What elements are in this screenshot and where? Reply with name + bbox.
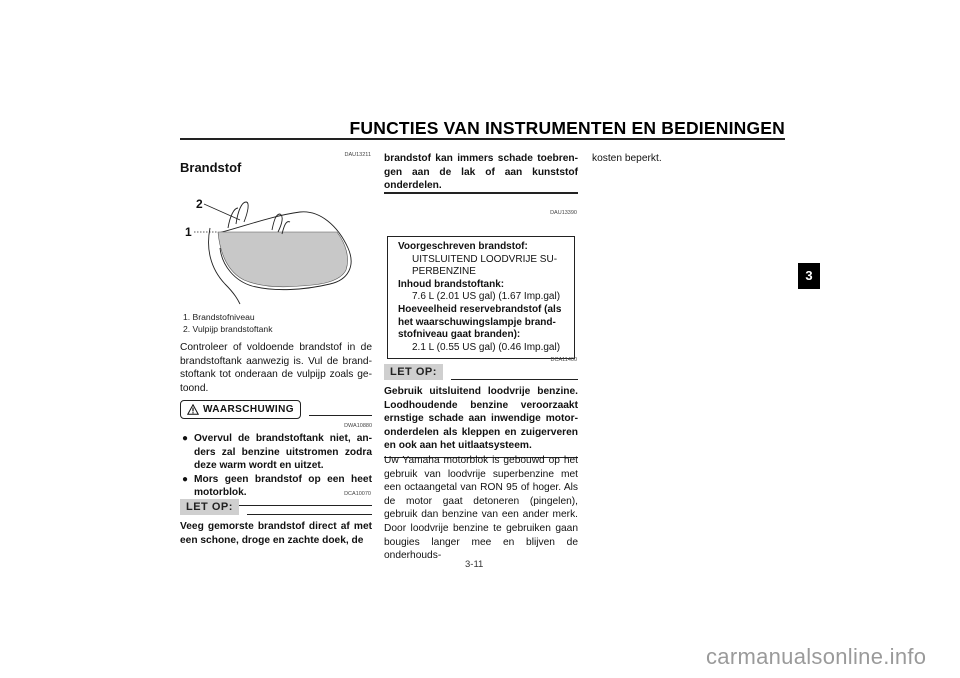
bullet-icon: ● bbox=[182, 473, 189, 485]
fuel-check-paragraph: Controleer of voldoende brandstof in de brandstoftank aanwezig is. Vul de brandstoftank tot onderaan de vulpijp zoals getoond. bbox=[180, 342, 372, 394]
warning-list bbox=[180, 432, 372, 500]
spec-label-fuel: Voorgeschreven brandstof: bbox=[398, 241, 528, 252]
warning-label: WAARSCHUWING bbox=[203, 404, 294, 415]
figure-captions bbox=[183, 311, 373, 335]
yamaha-fuel-paragraph: Uw Yamaha motorblok is gebouwd op het gebruik van loodvrije superbenzine met een octaangetal van RON 95 of hoger. Als de motor gaat detoneren (pingelen), gebruik dan benzine van een ander merk. Door loodvrije benzine te gebruiken gaan bougies langer mee en blijven de onderhouds- bbox=[384, 455, 578, 562]
chapter-tab[interactable]: 3 bbox=[798, 263, 820, 289]
callout-2: 2 bbox=[196, 197, 203, 211]
notice2-block bbox=[384, 364, 578, 458]
warning-item: ● Mors geen brandstof op een heet motorblok. bbox=[182, 473, 372, 499]
page-number: 3-11 bbox=[465, 559, 484, 570]
page-header-title: FUNCTIES VAN INSTRUMENTEN EN BEDIENINGEN bbox=[349, 118, 785, 138]
spec-value-fuel: UITSLUITEND LOODVRIJE SUPERBENZINE bbox=[412, 253, 558, 278]
fuel-tank-figure bbox=[180, 188, 370, 308]
notice-continued-rule bbox=[384, 192, 578, 194]
warning-label-box bbox=[180, 400, 301, 419]
header-rule bbox=[180, 138, 785, 140]
notice-rule bbox=[247, 514, 372, 516]
bullet-icon: ● bbox=[182, 433, 189, 444]
notice-continued-text: brandstof kan immers schade toebrengen aan de lak of aan kunststof onderdelen. bbox=[384, 153, 578, 192]
fuel-spec-box bbox=[387, 236, 575, 359]
watermark: carmanualsonline.info bbox=[706, 644, 927, 669]
continued-paragraph: kosten beperkt. bbox=[592, 153, 662, 164]
spec-label-capacity: Inhoud brandstoftank: bbox=[398, 278, 505, 290]
notice-label: LET OP: bbox=[180, 499, 239, 515]
warning-item: ● Overvul de brandstoftank niet, anders zal benzine uitstromen zodra deze warm wordt en uitzet. bbox=[182, 433, 372, 472]
warning-rule bbox=[309, 415, 372, 417]
spec-label-reserve: Hoeveelheid reservebrandstof (als het waarschuwingslampje brandstofniveau gaat branden): bbox=[398, 303, 562, 341]
notice2-label: LET OP: bbox=[384, 364, 443, 380]
fuel-tank-illustration bbox=[180, 188, 370, 308]
caption-filler-neck: 2. Vulpijp brandstoftank bbox=[183, 324, 273, 334]
notice2-code: DCA11400 bbox=[550, 357, 577, 363]
notice2-text: Gebruik uitsluitend loodvrije benzine. Loodhoudende benzine veroorzaakt ernstige schade aan inwendige motoronderdelen als kleppen en zuigerveren en ook aan het uitlaatsysteem. bbox=[384, 386, 578, 452]
warning-triangle-icon bbox=[187, 404, 199, 415]
notice-block bbox=[180, 499, 372, 547]
warning-code: DWA10880 bbox=[344, 423, 372, 429]
spec-value-capacity: 7.6 L (2.01 US gal) (1.67 Imp.gal) bbox=[412, 291, 561, 303]
caption-fuel-level: 1. Brandstofniveau bbox=[183, 312, 255, 322]
notice2-rule bbox=[451, 379, 578, 381]
section-code: DAU13211 bbox=[344, 152, 371, 158]
callout-1: 1 bbox=[185, 225, 192, 239]
section-title: Brandstof bbox=[180, 160, 242, 175]
notice-text: Veeg gemorste brandstof direct af met een schone, droge en zachte doek, de bbox=[180, 521, 372, 546]
spec-code: DAU13390 bbox=[550, 210, 577, 216]
spec-value-reserve: 2.1 L (0.55 US gal) (0.46 Imp.gal) bbox=[412, 341, 561, 353]
notice-code: DCA10070 bbox=[344, 491, 371, 497]
